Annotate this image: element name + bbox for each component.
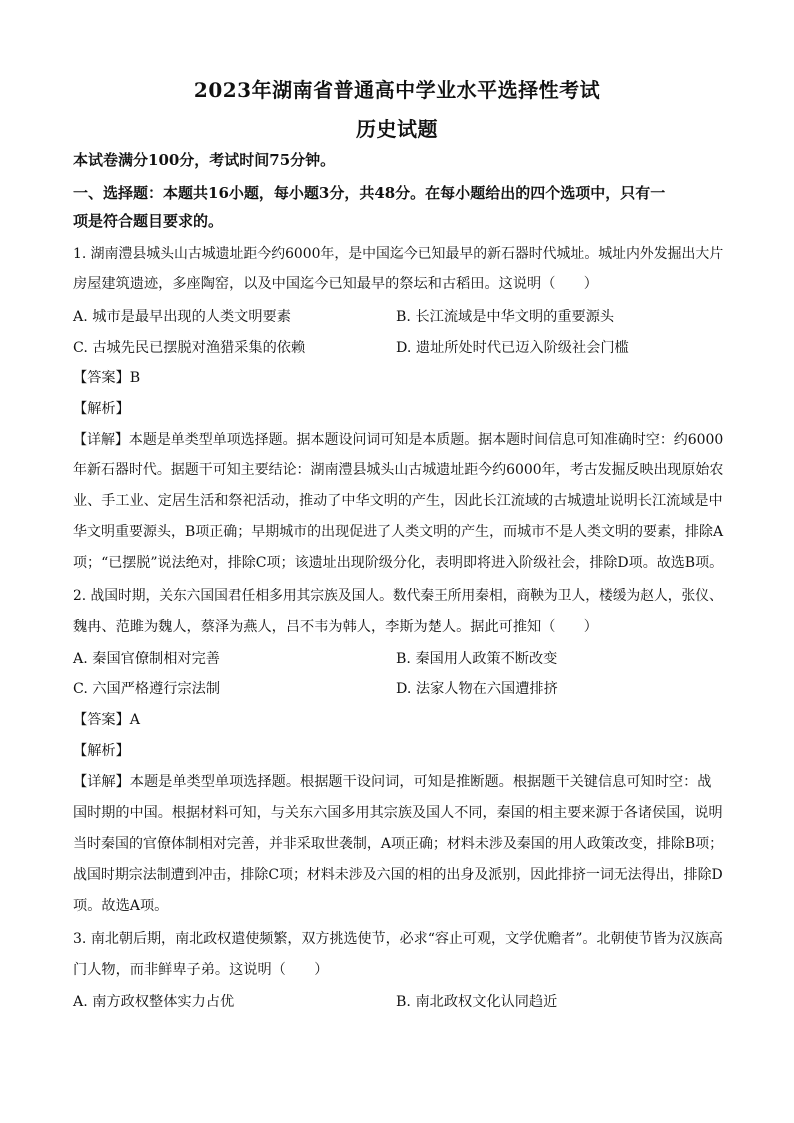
q1-stem-line-2: 房屋建筑遗迹，多座陶窑，以及中国迄今已知最早的祭坛和古稻田。这说明（ ）: [73, 276, 598, 292]
q1-detail-line-2: 年新石器时代。据题干可知主要结论：湖南澧县城头山古城遗址距今约6000年，考古发掘反映出现原始农: [73, 462, 724, 478]
section-instructions-line-2: 项是符合题目要求的。: [73, 212, 224, 230]
q2-option-a: A. 秦国官僚制相对完善: [73, 651, 220, 667]
q1-detail-line-3: 业、手工业、定居生活和祭祀活动，推动了中华文明的产生，因此长江流域的古城遗址说明长江流域是中: [73, 493, 723, 509]
q2-detail-line-3: 当时秦国的官僚体制相对完善，并非采取世袭制，A项正确；材料未涉及秦国的用人政策改变，排除B项；: [73, 836, 724, 852]
section-instructions-line-1: 一、选择题：本题共16小题，每小题3分，共48分。在每小题给出的四个选项中，只有一: [73, 184, 666, 202]
q1-detail-line-5: 项；“已摆脱”说法绝对，排除C项；该遗址出现阶级分化，表明即将进入阶级社会，排除D项。故选B项。: [73, 555, 724, 571]
q3-stem-line-2: 门人物，而非鲜卑子弟。这说明（ ）: [73, 962, 329, 978]
q2-stem-line-1: 2. 战国时期，关东六国国君任相多用其宗族及国人。数代秦王所用秦相，商鞅为卫人，楼缓为赵人，张仪、: [73, 588, 723, 604]
q1-option-a: A. 城市是最早出现的人类文明要素: [73, 309, 291, 325]
q1-stem-line-1: 1. 湖南澧县城头山古城遗址距今约6000年，是中国迄今已知最早的新石器时代城址。城址内外发掘出大片: [73, 246, 724, 262]
q2-option-d: D. 法家人物在六国遭排挤: [396, 681, 558, 697]
q1-option-d: D. 遗址所处时代已迈入阶级社会门槛: [396, 340, 629, 356]
q2-answer: 【答案】A: [73, 712, 140, 728]
q1-detail-line-1: 【详解】本题是单类型单项选择题。据本题设问词可知是本质题。据本题时间信息可知准确时空：约6000: [73, 432, 724, 448]
q2-analysis-label: 【解析】: [73, 743, 130, 759]
q2-option-c: C. 六国严格遵行宗法制: [73, 681, 221, 697]
q2-stem-line-2: 魏冉、范雎为魏人，蔡泽为燕人，吕不韦为韩人，李斯为楚人。据此可推知（ ）: [73, 619, 598, 635]
q1-answer: 【答案】B: [73, 370, 141, 386]
q2-option-b: B. 秦国用人政策不断改变: [396, 651, 558, 667]
subject-title: 历史试题: [356, 117, 438, 141]
q2-detail-line-1: 【详解】本题是单类型单项选择题。根据题干设问词，可知是推断题。根据题干关键信息可知时空：战: [73, 774, 712, 790]
q2-detail-line-4: 战国时期宗法制遭到冲击，排除C项；材料未涉及六国的相的出身及派别，因此排挤一词无法得出，排除D: [73, 867, 723, 883]
exam-title: 2023年湖南省普通高中学业水平选择性考试: [193, 78, 601, 102]
q3-option-b: B. 南北政权文化认同趋近: [396, 994, 558, 1010]
q1-option-c: C. 古城先民已摆脱对渔猎采集的依赖: [73, 340, 306, 356]
q1-analysis-label: 【解析】: [73, 401, 130, 417]
q3-option-a: A. 南方政权整体实力占优: [73, 994, 235, 1010]
q1-detail-line-4: 华文明重要源头，B项正确；早期城市的出现促进了人类文明的产生，而城市不是人类文明的要素，排除A: [73, 524, 724, 540]
exam-info: 本试卷满分100分，考试时间75分钟。: [73, 151, 336, 169]
q3-stem-line-1: 3. 南北朝后期，南北政权遣使频繁，双方挑选使节，必求“容止可观，文学优赡者”。北朝使节皆为汉族高: [73, 931, 723, 947]
q1-option-b: B. 长江流域是中华文明的重要源头: [396, 309, 615, 325]
q2-detail-line-2: 国时期的中国。根据材料可知，与关东六国多用其宗族及国人不同，秦国的相主要来源于各诸侯国，说明: [73, 805, 723, 821]
q2-detail-line-5: 项。故选A项。: [73, 898, 169, 914]
